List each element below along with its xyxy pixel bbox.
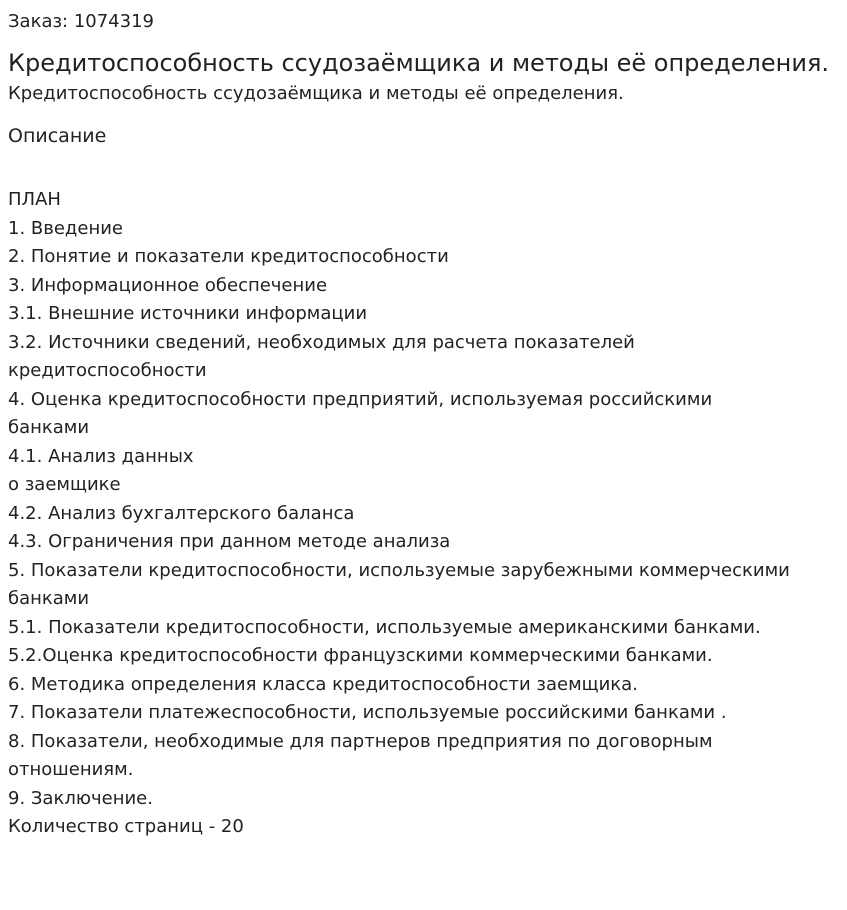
plan-item: 4.3. Ограничения при данном методе анализа — [8, 531, 451, 552]
plan-item: 3.1. Внешние источники информации — [8, 303, 368, 324]
plan-heading: ПЛАН — [8, 189, 61, 210]
plan-item: 6. Методика определения класса кредитоспособности заемщика. — [8, 673, 638, 695]
plan-item: кредитоспособности — [8, 360, 207, 381]
page-title: Кредитоспособность ссудозаёмщика и методы её определения. — [8, 49, 830, 77]
description-heading: Описание — [8, 125, 107, 147]
plan-item: 3. Информационное обеспечение — [8, 274, 328, 296]
plan-item: банками — [8, 588, 90, 609]
plan-content — [8, 186, 839, 842]
order-number: Заказ: 1074319 — [8, 11, 154, 32]
plan-item: 5.2.Оценка кредитоспособности французскими коммерческими банками. — [8, 645, 713, 666]
page-count: Количество страниц - 20 — [8, 816, 244, 837]
plan-item: 8. Показатели, необходимые для партнеров предприятия по договорным — [8, 730, 713, 752]
plan-item: банками — [8, 417, 90, 438]
plan-item: 9. Заключение. — [8, 787, 153, 809]
plan-item: 7. Показатели платежеспособности, используемые российскими банками . — [8, 702, 727, 723]
page-subtitle: Кредитоспособность ссудозаёмщика и методы её определения. — [8, 83, 624, 104]
plan-item: о заемщике — [8, 474, 121, 495]
plan-item: 4. Оценка кредитоспособности предприятий, используемая российскими — [8, 388, 713, 410]
plan-item: 2. Понятие и показатели кредитоспособности — [8, 246, 449, 267]
plan-item: 3.2. Источники сведений, необходимых для расчета показателей — [8, 331, 635, 353]
plan-item: 4.1. Анализ данных — [8, 445, 194, 467]
plan-item: 4.2. Анализ бухгалтерского баланса — [8, 502, 355, 524]
plan-item: 5. Показатели кредитоспособности, используемые зарубежными коммерческими — [8, 559, 790, 581]
plan-item: отношениям. — [8, 759, 134, 780]
plan-item: 1. Введение — [8, 217, 123, 239]
plan-item: 5.1. Показатели кредитоспособности, используемые американскими банками. — [8, 616, 761, 638]
